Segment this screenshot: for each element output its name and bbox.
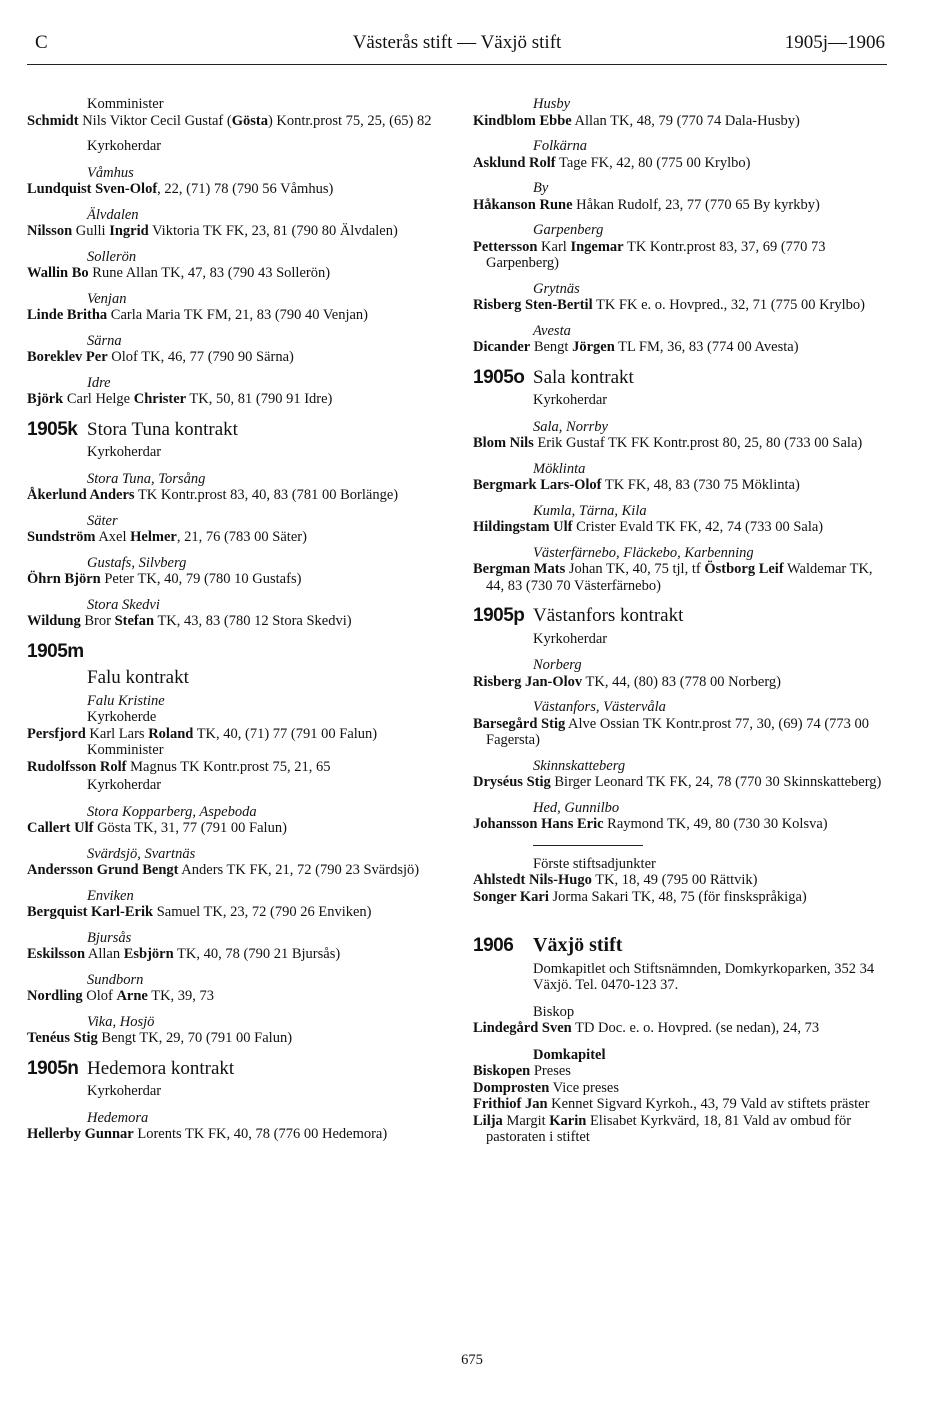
role-label: Kyrkoherde — [87, 709, 157, 725]
parish-name: Kumla, Tärna, Kila — [533, 502, 647, 519]
entry: Nordling Olof Arne TK, 39, 73 — [27, 988, 215, 1004]
section-code: 1905n — [27, 1057, 79, 1079]
entry: Sundström Axel Helmer, 21, 76 (783 00 Säter) — [27, 529, 307, 545]
parish-name: Hed, Gunnilbo — [533, 799, 620, 816]
entry: Björk Carl Helge Christer TK, 50, 81 (790 91 Idre) — [27, 391, 333, 407]
section-title: Sala kontrakt — [533, 366, 634, 388]
parish-name: Husby — [533, 96, 571, 112]
entry: Lundquist Sven-Olof, 22, (71) 78 (790 56 Våmhus) — [27, 181, 334, 197]
entry: Andersson Grund Bengt Anders TK FK, 21, 72 (790 23 Svärdsjö) — [27, 862, 420, 878]
entry: Songer Kari Jorma Sakari TK, 48, 75 (för finskspråkiga) — [473, 888, 807, 905]
parish-name: Våmhus — [87, 164, 134, 181]
subsection-heading: Domkapitel — [533, 1046, 606, 1063]
section-heading-1905m — [27, 640, 442, 688]
parish-name: Vika, Hosjö — [87, 1013, 155, 1030]
left-column — [27, 96, 442, 1152]
section-heading-1905n — [27, 1057, 442, 1079]
section-heading-1905o — [473, 366, 887, 388]
parish-list — [473, 657, 887, 833]
address: Domkapitlet och Stiftsnämnden, Domkyrkoparken, 352 34 Växjö. Tel. 0470-123 37. — [533, 960, 875, 993]
parish-name: Folkärna — [533, 138, 587, 154]
entry: Wildung Bror Stefan TK, 43, 83 (780 12 Stora Skedvi) — [27, 613, 352, 629]
section-code: 1905m — [27, 640, 84, 662]
entry: Åkerlund Anders TK Kontr.prost 83, 40, 83 (781 00 Borlänge) — [27, 487, 399, 503]
entry: Johansson Hans Eric Raymond TK, 49, 80 (730 30 Kolsva) — [473, 816, 828, 832]
parish-name: Särna — [87, 332, 122, 349]
parish-name: Sundborn — [87, 971, 144, 988]
section-heading-1905k — [27, 418, 442, 440]
parish-name: Falu Kristine — [87, 692, 165, 709]
parish-name: Stora Skedvi — [87, 596, 160, 613]
entry: Bergman Mats Johan TK, 40, 75 tjl, tf Östborg Leif Waldemar TK, 44, 83 (730 70 Västerfärnebo) — [473, 561, 873, 594]
parish-name: Västerfärnebo, Fläckebo, Karbenning — [533, 544, 754, 561]
entry: Linde Britha Carla Maria TK FM, 21, 83 (790 40 Venjan) — [27, 307, 369, 323]
section-heading-1906 — [473, 934, 887, 956]
entry: Lilja Margit Karin Elisabet Kyrkvärd, 18, 81 Vald av ombud för pastoraten i stiftet — [473, 1112, 852, 1145]
entry: Barsegård Stig Alve Ossian TK Kontr.prost 77, 30, (69) 74 (773 00 Fagersta) — [473, 715, 870, 748]
parish-name: Idre — [87, 374, 111, 391]
parish-list — [27, 471, 442, 630]
role-label: Komminister — [87, 742, 164, 758]
parish-name: By — [533, 180, 549, 196]
section-title: Växjö stift — [533, 934, 623, 956]
entry: Öhrn Björn Peter TK, 40, 79 (780 10 Gustafs) — [27, 571, 302, 587]
entry: Bergquist Karl-Erik Samuel TK, 23, 72 (790 26 Enviken) — [27, 904, 372, 920]
entry: Rudolfsson Rolf Magnus TK Kontr.prost 75, 21, 65 — [27, 758, 331, 775]
entry: Biskopen Preses — [473, 1063, 571, 1079]
parish-list — [473, 419, 887, 595]
parish-name: Skinnskatteberg — [533, 757, 626, 774]
role-label: Kyrkoherdar — [87, 777, 162, 793]
entry: Dryséus Stig Birger Leonard TK FK, 24, 78 (770 30 Skinnskatteberg) — [473, 774, 882, 790]
parish-name: Säter — [87, 512, 118, 529]
parish-list — [27, 165, 442, 408]
parish-name: Stora Tuna, Torsång — [87, 470, 206, 487]
page-header — [27, 30, 887, 60]
section-title: Västanfors kontrakt — [533, 605, 684, 626]
role-label: Kyrkoherdar — [87, 1083, 162, 1099]
entry: Bergmark Lars-Olof TK FK, 48, 83 (730 75 Möklinta) — [473, 477, 800, 493]
role-label: Kyrkoherdar — [87, 444, 162, 460]
parish-name: Stora Kopparberg, Aspeboda — [87, 803, 257, 820]
parish-name: Sala, Norrby — [533, 418, 608, 435]
parish-name: Grytnäs — [533, 280, 580, 297]
role-label: Kyrkoherdar — [533, 392, 608, 408]
entry: Tenéus Stig Bengt TK, 29, 70 (791 00 Falun) — [27, 1030, 293, 1046]
parish-name: Garpenberg — [533, 222, 604, 238]
section-heading-1905p — [473, 605, 887, 626]
parish-name: Bjursås — [87, 929, 132, 946]
entry: Dicander Bengt Jörgen TL FM, 36, 83 (774 00 Avesta) — [473, 339, 799, 355]
entry: Lindegård Sven TD Doc. e. o. Hovpred. (se nedan), 24, 73 — [473, 1020, 820, 1036]
entry: Frithiof Jan Kennet Sigvard Kyrkoh., 43, 79 Vald av stiftets präster — [473, 1096, 870, 1112]
section-title: Stora Tuna kontrakt — [87, 418, 238, 440]
entry: Hellerby Gunnar Lorents TK FK, 40, 78 (776 00 Hedemora) — [27, 1126, 388, 1142]
entry: Blom Nils Erik Gustaf TK FK Kontr.prost 80, 25, 80 (733 00 Sala) — [473, 435, 863, 451]
role-label: Kyrkoherdar — [87, 138, 162, 154]
header-left: C — [35, 32, 48, 53]
role-label: Förste stiftsadjunkter — [533, 855, 656, 872]
parish-name: Älvdalen — [87, 206, 139, 223]
entry: Kindblom Ebbe Allan TK, 48, 79 (770 74 Dala-Husby) — [473, 112, 800, 129]
role-label: Kyrkoherdar — [533, 630, 608, 647]
entry: Eskilsson Allan Esbjörn TK, 40, 78 (790 21 Bjursås) — [27, 946, 341, 962]
parish-name: Västanfors, Västervåla — [533, 699, 666, 715]
section-code: 1905p — [473, 605, 525, 626]
header-center: Västerås stift — Växjö stift — [352, 32, 562, 53]
role-label: Biskop — [533, 1003, 575, 1020]
entry: Wallin Bo Rune Allan TK, 47, 83 (790 43 Sollerön) — [27, 265, 331, 281]
parish-name: Venjan — [87, 290, 127, 307]
entry: Hildingstam Ulf Crister Evald TK FK, 42, 74 (733 00 Sala) — [473, 519, 824, 535]
entry: Boreklev Per Olof TK, 46, 77 (790 90 Särna) — [27, 349, 294, 365]
page-number: 675 — [461, 1352, 483, 1368]
parish-name: Hedemora — [87, 1109, 149, 1126]
entry: Callert Ulf Gösta TK, 31, 77 (791 00 Falun) — [27, 820, 287, 836]
right-column — [473, 96, 887, 1146]
parish-list — [473, 96, 887, 356]
parish-name: Möklinta — [533, 460, 586, 477]
entry: Schmidt Nils Viktor Cecil Gustaf (Gösta) Kontr.prost 75, 25, (65) 82 — [27, 112, 432, 129]
parish-name: Norberg — [533, 657, 582, 673]
section-code: 1906 — [473, 935, 514, 956]
section-title: Falu kontrakt — [87, 667, 189, 688]
parish-name: Sollerön — [87, 248, 137, 265]
role-label: Komminister — [87, 96, 164, 112]
entry: Nilsson Gulli Ingrid Viktoria TK FK, 23, 81 (790 80 Älvdalen) — [27, 223, 398, 239]
entry: Håkanson Rune Håkan Rudolf, 23, 77 (770 65 By kyrkby) — [473, 196, 820, 213]
header-right: 1905j—1906 — [784, 32, 885, 53]
parish-name: Enviken — [87, 887, 134, 904]
entry: Asklund Rolf Tage FK, 42, 80 (775 00 Krylbo) — [473, 154, 751, 171]
entry: Domprosten Vice preses — [473, 1079, 619, 1096]
parish-list — [27, 804, 442, 1047]
section-code: 1905o — [473, 366, 525, 388]
entry: Risberg Jan-Olov TK, 44, (80) 83 (778 00 Norberg) — [473, 673, 781, 690]
parish-name: Svärdsjö, Svartnäs — [87, 845, 196, 862]
header-rule — [27, 64, 887, 65]
parish-name: Avesta — [533, 322, 571, 339]
domkapitel-list — [473, 1063, 887, 1146]
entry: Persfjord Karl Lars Roland TK, 40, (71) 77 (791 00 Falun) — [27, 725, 378, 742]
entry: Risberg Sten-Bertil TK FK e. o. Hovpred., 32, 71 (775 00 Krylbo) — [473, 297, 865, 313]
section-code: 1905k — [27, 418, 78, 440]
section-divider — [533, 845, 643, 846]
parish-name: Gustafs, Silvberg — [87, 554, 187, 571]
entry: Pettersson Karl Ingemar TK Kontr.prost 83, 37, 69 (770 73 Garpenberg) — [473, 238, 826, 271]
entry: Ahlstedt Nils-Hugo TK, 18, 49 (795 00 Rättvik) — [473, 872, 758, 888]
section-title: Hedemora kontrakt — [87, 1057, 235, 1079]
